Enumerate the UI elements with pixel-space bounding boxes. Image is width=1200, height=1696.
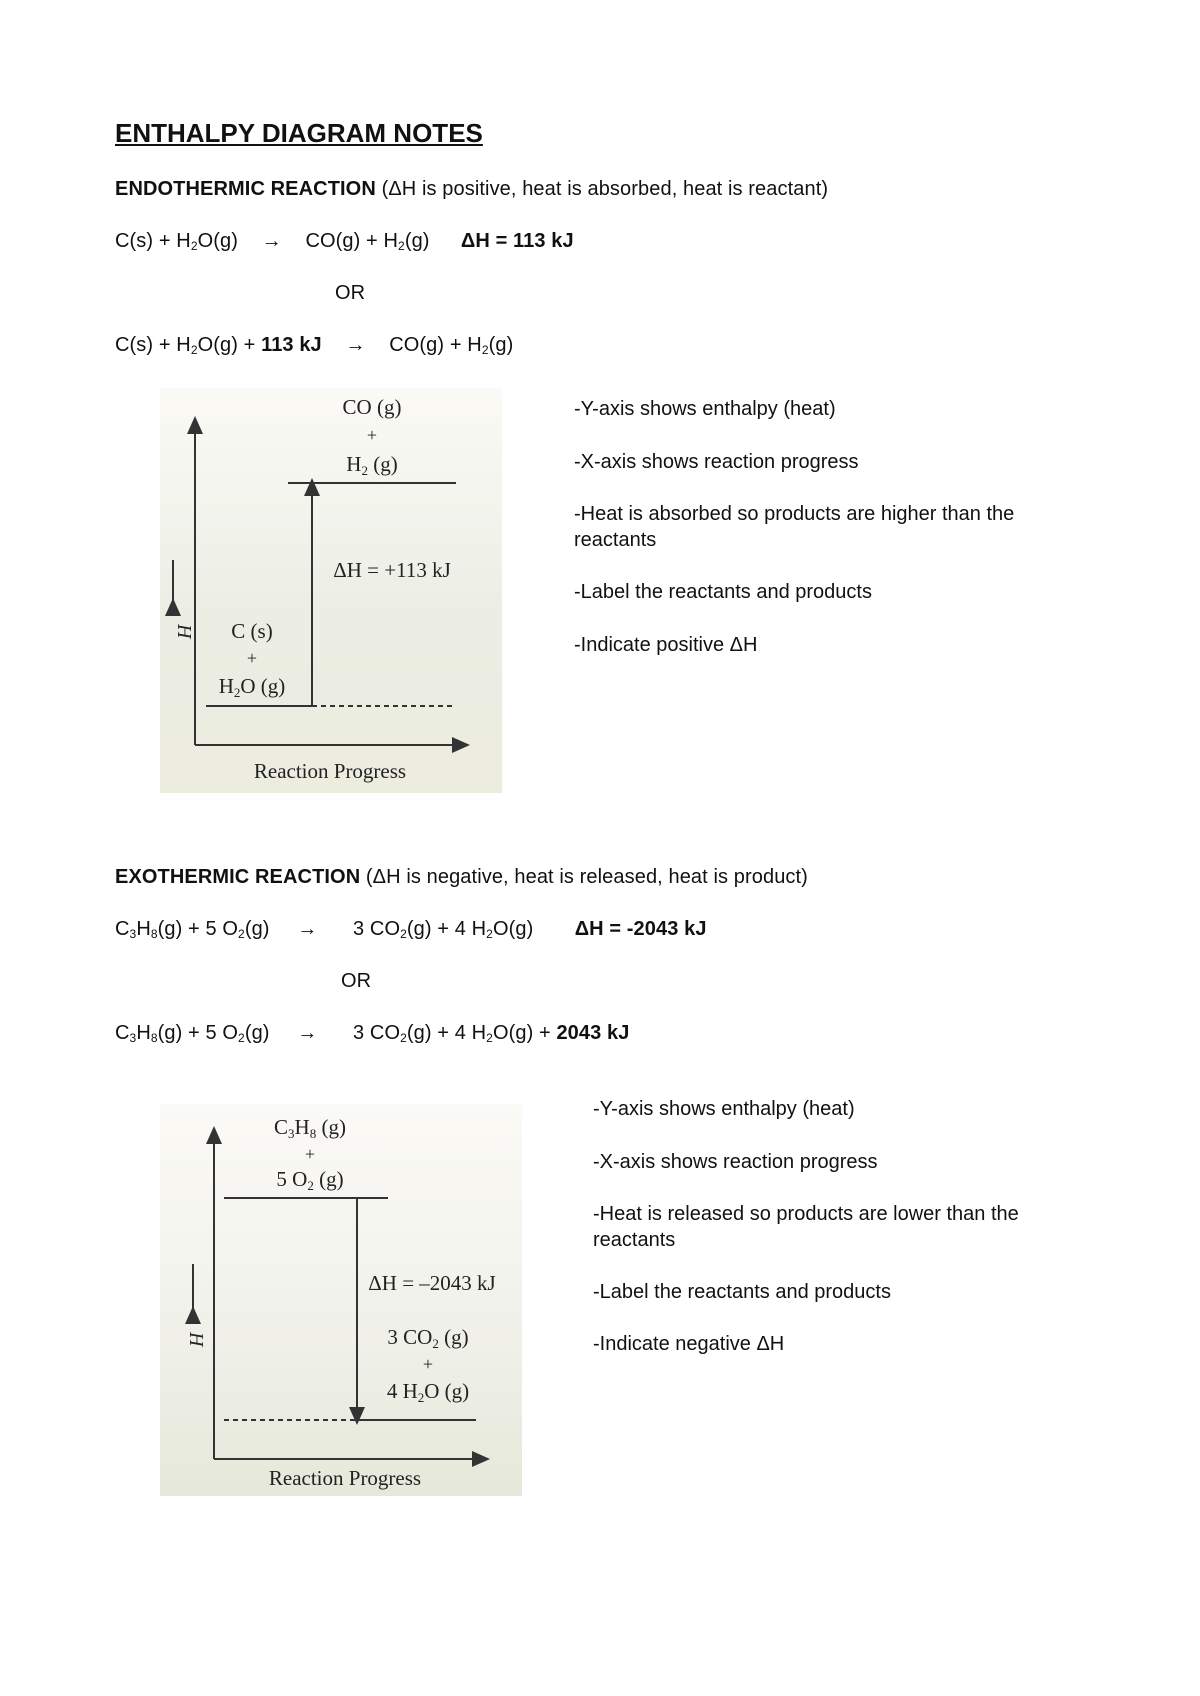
product-plus: + [366,425,378,445]
product-label-2: 4 H2O (g) [386,1379,470,1405]
exo-note-3: -Heat is released so products are lower than the reactants [593,1203,1019,1251]
dh-label: ΔH = –2043 kJ [368,1271,496,1295]
endo-note-2: -X-axis shows reaction progress [574,451,859,473]
endo-diagram-background [160,388,502,793]
reaction-arrow-icon: → [345,334,366,356]
endo-heading-line [115,178,828,201]
endo-note-1: -Y-axis shows enthalpy (heat) [574,398,836,420]
reactant-label-2: 5 O2 (g) [276,1167,344,1193]
exo-note-5: -Indicate negative ΔH [593,1333,785,1355]
x-axis-label: Reaction Progress [253,759,407,783]
exo-heading-line [115,866,808,889]
exo-equation-1: $C_3H_8(g) + 5$ $O_2(g) \to 3$ $CO_2(g) + 4$ $H_2O(g) \Delta H = -2043$ kJ [115,918,707,941]
page-title: ENTHALPY DIAGRAM NOTES [115,118,483,148]
y-axis-label: H [185,1332,207,1347]
exo-note-4: -Label the reactants and products [593,1281,891,1303]
exo-or: OR [341,970,372,992]
exo-heat: 2043 kJ [556,1022,630,1044]
reactant-plus: + [246,648,258,668]
exo-note-2: -X-axis shows reaction progress [593,1151,878,1173]
reactant-label-2: H2O (g) [218,674,286,700]
endo-dh: ΔH = 113 kJ [460,230,574,252]
reaction-arrow-icon: → [261,230,282,252]
endo-heading: ENDOTHERMIC REACTION [115,178,376,200]
product-label-1: 3 CO2 (g) [387,1325,469,1351]
exo-diagram [160,1104,522,1496]
endo-equation-2: $C(s) + H_2O(g) + 113$ kJ → $CO(g) + H_2(g)$ [115,334,514,357]
endo-equation-1: $C(s) + H_2O(g) \to CO(g) + H_2(g) \Delta H = 113$ kJ [115,230,574,253]
exo-heading: EXOTHERMIC REACTION [115,866,361,888]
dh-label: ΔH = +113 kJ [333,558,451,582]
reaction-arrow-icon: → [297,918,318,940]
exo-heading-note: (ΔH is negative, heat is released, heat is product) [365,866,808,888]
y-axis-label: H [173,624,195,639]
endo-heading-note: (ΔH is positive, heat is absorbed, heat is reactant) [381,178,829,200]
reactant-label-1: C (s) [231,619,273,643]
endo-note-5: -Indicate positive ΔH [574,634,758,656]
endo-note-4: -Label the reactants and products [574,581,872,603]
endo-note-3: -Heat is absorbed so products are higher than the reactants [574,503,1015,551]
reaction-arrow-icon: → [297,1022,318,1044]
product-label-1: CO (g) [342,395,402,419]
exo-dh: ΔH = -2043 kJ [574,918,707,940]
exo-note-1: -Y-axis shows enthalpy (heat) [593,1098,855,1120]
product-label-2: H2 (g) [346,452,398,478]
endo-heat: 113 kJ [261,334,322,356]
exo-equation-2: $C_3H_8(g) + 5$ $O_2(g) \to 3$ $CO_2(g) + 4$ $H_2O(g) + 2043$ kJ [115,1022,630,1045]
endo-or: OR [335,282,366,304]
x-axis-label: Reaction Progress [268,1466,422,1490]
reactant-plus: + [304,1144,316,1164]
reactant-label-1: C3H8 (g) [274,1115,346,1141]
product-plus: + [422,1354,434,1374]
endo-diagram [160,388,502,793]
